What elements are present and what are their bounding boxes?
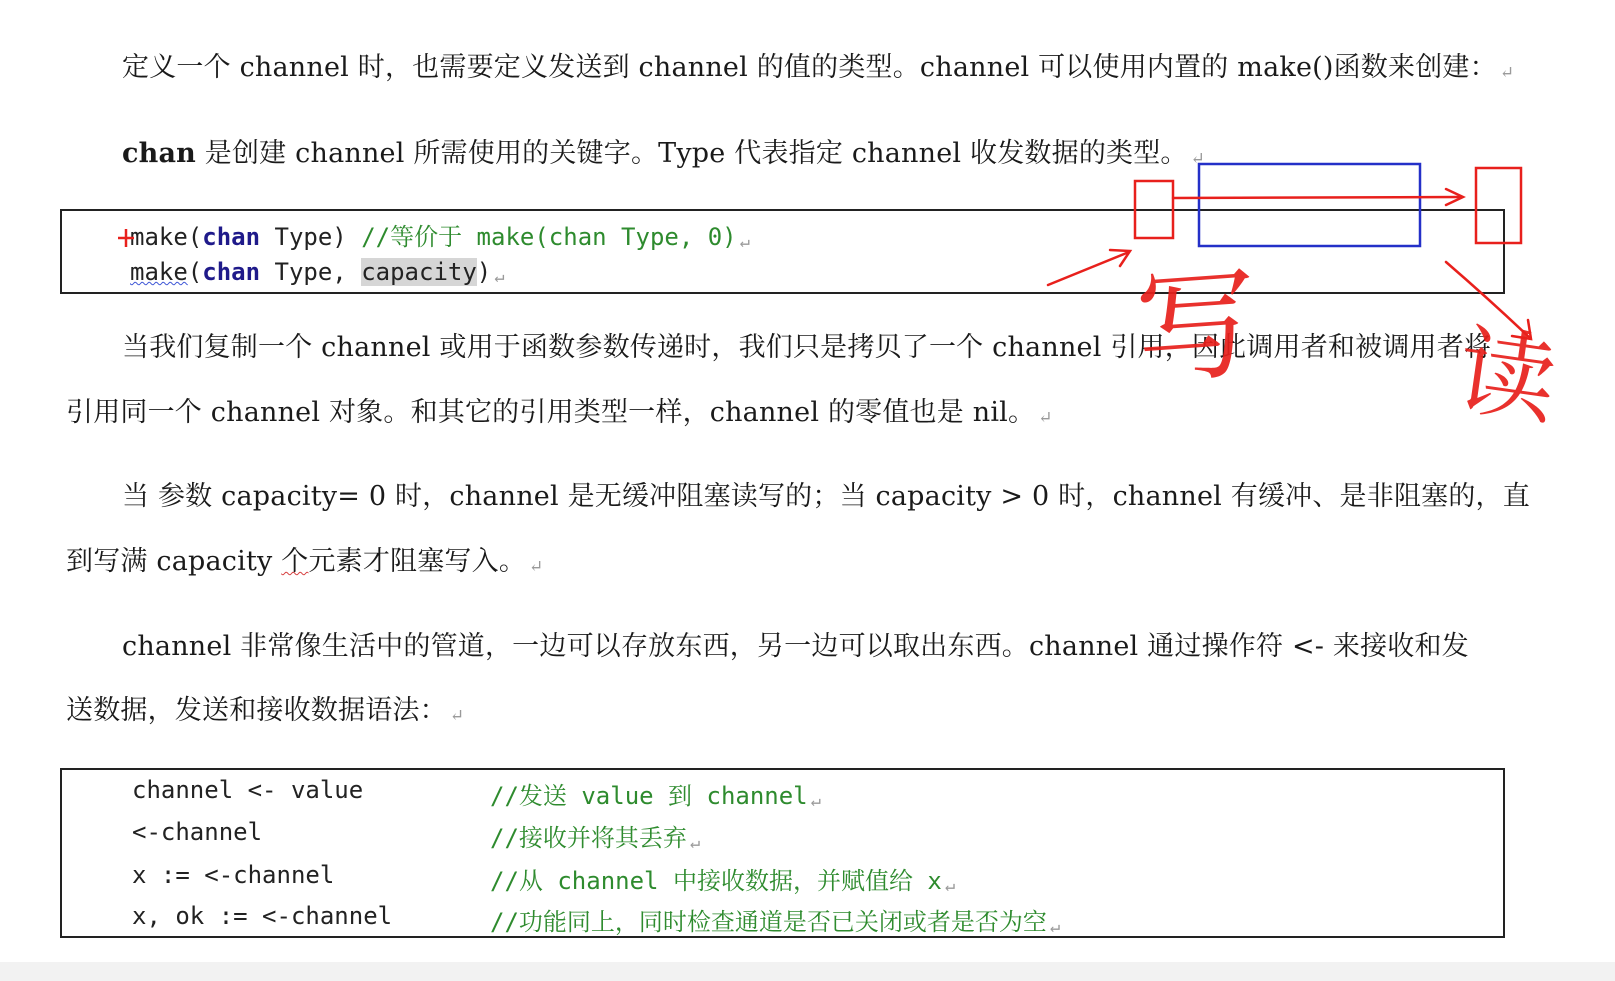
return-mark: ↵ [529, 557, 544, 577]
code-text: Type) [260, 223, 362, 251]
code-block-make [60, 209, 1505, 294]
paragraph-text: 元素才阻塞写入。 [308, 546, 527, 577]
code-text: ( [187, 258, 203, 286]
flow-arrow [1173, 189, 1463, 205]
code-text: x := <-channel [132, 861, 335, 889]
paragraph-capacity-line1 [122, 479, 1530, 515]
code-keyword: chan [202, 223, 261, 251]
paragraph-reference-line2 [66, 395, 1053, 436]
paragraph-text: 引用同一个 channel 对象。和其它的引用类型一样，channel 的零值也是 nil。 [66, 397, 1036, 428]
code-text: x, ok := <-channel [132, 902, 393, 930]
return-mark: ↵ [810, 791, 821, 811]
paragraph-text: 当我们复制一个 channel 或用于函数参数传递时，我们只是拷贝了一个 channel 引用，因此调用者和被调用者将 [122, 332, 1492, 363]
code-comment: //发送 value 到 channel [490, 782, 808, 810]
code-text: Type, [260, 258, 362, 286]
return-mark: ↵ [689, 833, 701, 853]
return-mark: ↵ [1499, 63, 1515, 83]
code-highlight-capacity: capacity [361, 258, 477, 286]
paragraph-text: 送数据，发送和接收数据语法： [66, 695, 447, 726]
paragraph-capacity-line2 [66, 544, 544, 585]
paragraph-pipe-line2 [66, 693, 464, 734]
paragraph-pipe-line1 [122, 629, 1469, 665]
return-mark: ↵ [449, 706, 465, 726]
paragraph-text: 个 [281, 546, 309, 577]
code-text: ) [476, 258, 492, 286]
paragraph-reference-line1 [122, 330, 1491, 366]
return-mark: ↵ [1190, 149, 1206, 169]
return-mark: ↵ [944, 876, 956, 896]
paragraph-text: 定义一个 channel 时，也需要定义发送到 channel 的值的类型。channel 可以使用内置的 make()函数来创建： [122, 52, 1497, 83]
code-line-make-capacity [130, 258, 505, 287]
return-mark: ↵ [1038, 408, 1053, 428]
code-line-receive-discard [132, 818, 262, 846]
code-text: <-channel [132, 818, 263, 846]
paragraph-chan-keyword [122, 136, 1205, 177]
paragraph-text: 当 参数 capacity= 0 时，channel 是无缓冲阻塞读写的；当 capacity > 0 时，channel 有缓冲、是非阻塞的，直 [122, 481, 1530, 512]
code-text: make [130, 258, 188, 286]
code-line-send [132, 776, 363, 804]
code-line-send-comment [490, 776, 821, 811]
handwritten-read-label: 读 [1450, 313, 1564, 441]
paragraph-text: 到写满 capacity [66, 546, 282, 577]
code-block-send-receive [60, 768, 1505, 938]
handwritten-write-label: 写 [1131, 251, 1263, 403]
code-comment: //接收并将其丢弃 [490, 824, 687, 852]
code-line-receive-ok [132, 902, 392, 930]
code-line-receive-assign-comment [490, 861, 955, 896]
code-line-receive-assign [132, 861, 334, 889]
code-text: channel <- value [132, 776, 364, 804]
return-mark: ↵ [494, 267, 505, 287]
bottom-edge-strip [0, 962, 1615, 981]
paragraph-text: channel 非常像生活中的管道，一边可以存放东西，另一边可以取出东西。channel 通过操作符 <- 来接收和发 [122, 631, 1469, 662]
return-mark: ↵ [1049, 917, 1061, 937]
code-comment: //从 channel 中接收数据，并赋值给 x [490, 867, 942, 895]
code-keyword: chan [202, 258, 261, 286]
code-comment: //功能同上，同时检查通道是否已关闭或者是否为空 [490, 908, 1047, 936]
paragraph-text: 是创建 channel 所需使用的关键字。Type 代表指定 channel 收发数据的类型。 [196, 138, 1188, 169]
return-mark: ↵ [739, 232, 750, 252]
chan-keyword-text: chan [122, 138, 196, 169]
code-comment: //等价于 make(chan Type, 0) [361, 223, 737, 251]
code-line-receive-discard-comment [490, 818, 700, 853]
code-text: make( [130, 223, 203, 251]
paragraph-channel-definition [122, 50, 1514, 91]
code-line-receive-ok-comment [490, 902, 1060, 937]
code-line-make-default [130, 217, 750, 252]
